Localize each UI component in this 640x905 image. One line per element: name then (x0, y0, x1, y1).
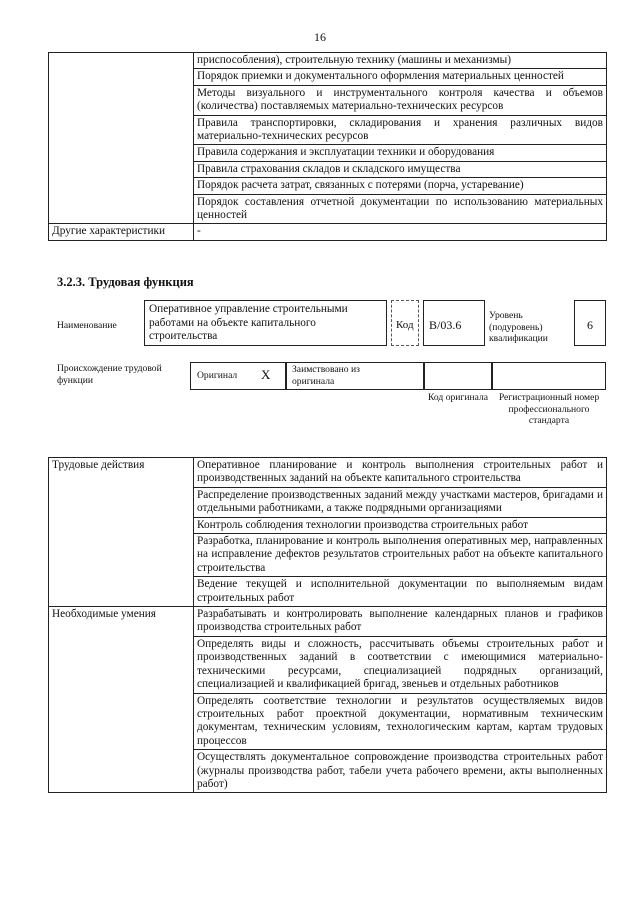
knowledge-table (48, 52, 607, 241)
table-row: Правила транспортировки, складирования и хранения различных видов материально-технических ресурсов (194, 115, 607, 145)
name-label: Наименование (57, 320, 117, 331)
table-row: Оперативное планирование и контроль выполнения строительных работ и производственных заданий на объекте капитального строительства (194, 458, 607, 488)
code-value: B/03.6 (429, 318, 462, 332)
code-box (423, 300, 485, 346)
original-cell (190, 362, 286, 390)
table-row: Контроль соблюдения технологии производства строительных работ (194, 517, 607, 533)
registration-cell (492, 362, 606, 390)
registration-caption: Регистрационный номер профессионального стандарта (498, 392, 600, 426)
table-row: приспособления), строительную технику (машины и механизмы) (194, 53, 607, 69)
table-row: Осуществлять документальное сопровождение производства строительных работ (журналы производства работ, табели учета рабочего времени, акты выполненных работ) (194, 750, 607, 793)
table-row: Порядок расчета затрат, связанных с потерями (порча, устаревание) (194, 178, 607, 194)
function-name-box: Оперативное управление строительными работами на объекте капитального строительства (144, 300, 387, 346)
table-row: Методы визуального и инструментального контроля качества и объемов (количества) поставляемых материально-технических ресурсов (194, 85, 607, 115)
table-row: Разрабатывать и контролировать выполнение календарных планов и графиков производства строительных работ (194, 607, 607, 637)
other-characteristics-value: - (194, 224, 607, 240)
origin-label: Происхождение трудовой функции (57, 363, 162, 386)
table-row: Распределение производственных заданий между участками мастеров, бригадами и отдельными работниками, а также подрядными организациями (194, 487, 607, 517)
table-row: Порядок приемки и документального оформления материальных ценностей (194, 69, 607, 85)
level-label: Уровень (подуровень) квалификации (489, 310, 548, 344)
level-box (574, 300, 606, 346)
original-code-caption: Код оригинала (427, 392, 489, 403)
other-characteristics-label: Другие характеристики (49, 224, 194, 240)
section-title: 3.2.3. Трудовая функция (57, 275, 194, 289)
table-row: Определять соответствие технологии и результатов осуществляемых видов строительных работ проектной документации, нормативным техническим документам, техническим условиям, технологическим картам, картам трудовых процессов (194, 693, 607, 750)
table-row: Определять виды и сложность, рассчитывать объемы строительных работ и производственных заданий в соответствии с имеющимися материально-техническими ресурсами, специализацией подрядных организаций, специализацией и квалификацией бригад, звеньев и отдельных работников (194, 636, 607, 693)
labor-function-table (48, 457, 607, 793)
original-label: Оригинал (197, 370, 238, 381)
code-label-cell (391, 300, 419, 346)
table-row: Правила страхования складов и складского имущества (194, 161, 607, 177)
table-row: Порядок составления отчетной документации по использованию материальных ценностей (194, 194, 607, 224)
page-number: 16 (314, 30, 326, 44)
skills-label: Необходимые умения (49, 607, 194, 793)
table-row: Правила содержания и эксплуатации техники и оборудования (194, 145, 607, 161)
table-row: Ведение текущей и исполнительной документации по выполняемым видам строительных работ (194, 577, 607, 607)
actions-label: Трудовые действия (49, 458, 194, 607)
original-mark: X (261, 367, 271, 382)
level-value: 6 (587, 318, 593, 332)
code-label: Код (396, 319, 414, 331)
empty-label-cell (49, 53, 194, 224)
original-code-cell (424, 362, 492, 390)
borrowed-cell (286, 362, 424, 390)
table-row: Разработка, планирование и контроль выполнения оперативных мер, направленных на исправление дефектов результатов строительных работ на объекте капитального строительства (194, 534, 607, 577)
borrowed-label: Заимствовано из оригинала (292, 364, 360, 387)
